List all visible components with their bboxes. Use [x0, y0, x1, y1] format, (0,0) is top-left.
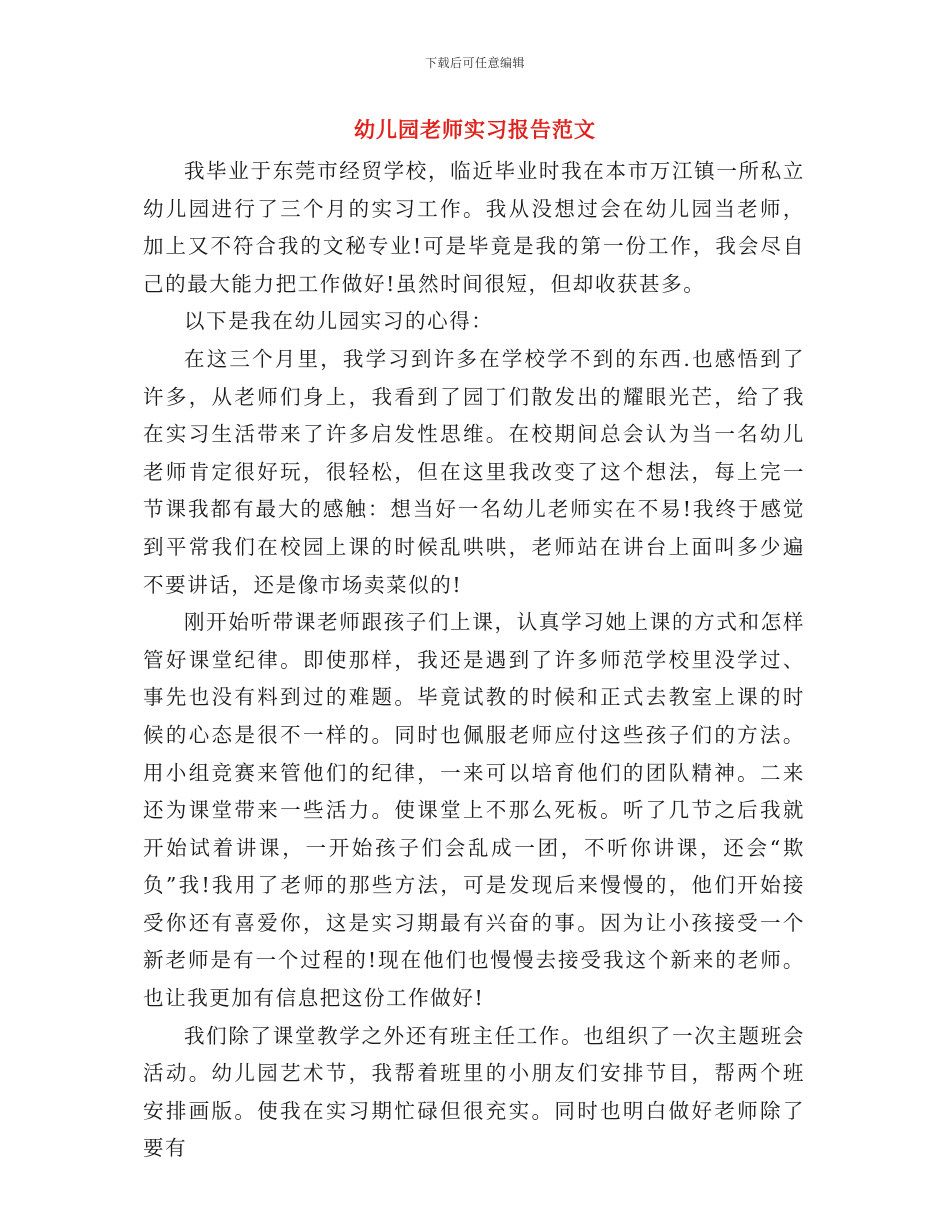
paragraph-4: 刚开始听带课老师跟孩子们上课，认真学习她上课的方式和怎样管好课堂纪律。即使那样，我还是遇到了许多师范学校里没学过、事先也没有料到过的难题。毕竟试教的时候和正式去教室上课的时候的心态是很不一样的。同时也佩服老师应付这些孩子们的方法。用小组竞赛来管他们的纪律，一来可以培育他们的团队精神。二来还为课堂带来一些活力。使课堂上不那么死板。听了几节之后我就开始试着讲课，一开始孩子们会乱成一团，不听你讲课，还会“欺负”我!我用了老师的那些方法，可是发现后来慢慢的，他们开始接受你还有喜爱你，这是实习期最有兴奋的事。因为让小孩接受一个新老师是有一个过程的!现在他们也慢慢去接受我这个新来的老师。也让我更加有信息把这份工作做好! [143, 610, 805, 1011]
paragraph-1: 我毕业于东莞市经贸学校，临近毕业时我在本市万江镇一所私立幼儿园进行了三个月的实习工作。我从没想过会在幼儿园当老师，加上又不符合我的文秘专业!可是毕竟是我的第一份工作，我会尽自己的最大能力把工作做好!虽然时间很短，但却收获甚多。 [143, 159, 805, 296]
paragraph-5: 我们除了课堂教学之外还有班主任工作。也组织了一次主题班会活动。幼儿园艺术节，我帮着班里的小朋友们安排节目，帮两个班安排画版。使我在实习期忙碌但很充实。同时也明白做好老师除了要有 [143, 1023, 805, 1161]
document-title: 幼儿园老师实习报告范文 [354, 117, 596, 142]
document-body [143, 153, 805, 1168]
paragraph-2: 以下是我在幼儿园实习的心得： [184, 309, 494, 334]
header-note: 下载后可任意编辑 [424, 56, 525, 70]
paragraph-3: 在这三个月里，我学习到许多在学校学不到的东西.也感悟到了许多，从老师们身上，我看到了园丁们散发出的耀眼光芒，给了我在实习生活带来了许多启发性思维。在校期间总会认为当一名幼儿老师肯定很好玩，很轻松，但在这里我改变了这个想法，每上完一节课我都有最大的感触：想当好一名幼儿老师实在不易!我终于感觉到平常我们在校园上课的时候乱哄哄，老师站在讲台上面叫多少遍不要讲话，还是像市场卖菜似的! [143, 346, 805, 597]
